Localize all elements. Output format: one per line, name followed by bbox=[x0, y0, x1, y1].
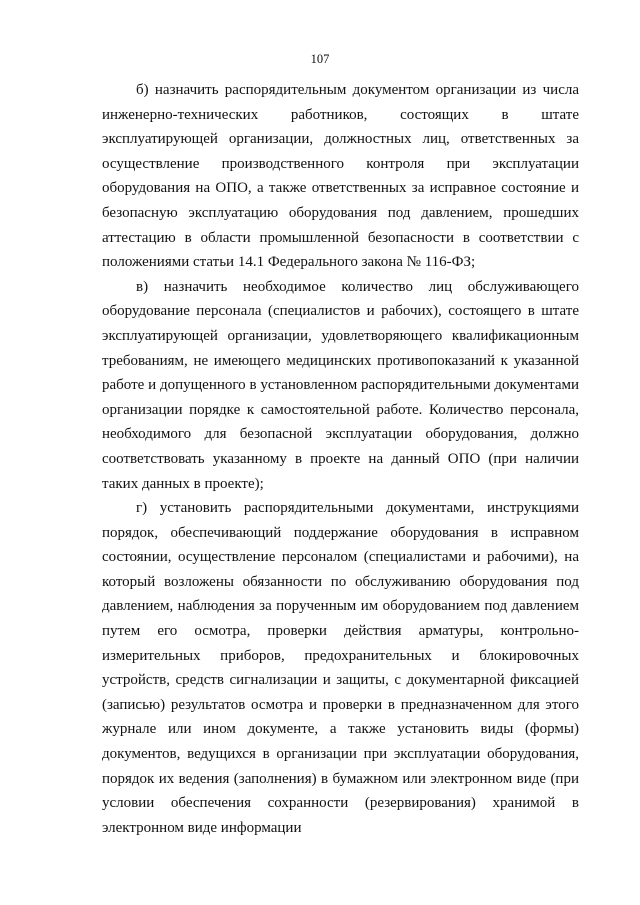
paragraph-g: г) установить распорядительными документами, инструкциями порядок, обеспечивающий поддержание оборудования в исправном состоянии, осуществление персоналом (специалистами и рабочими), на который возложены обязанности по обслуживанию оборудования под давлением, наблюдения за порученным им оборудованием под давлением путем его осмотра, проверки действия арматуры, контрольно-измерительных приборов, предохранительных и блокировочных устройств, средств сигнализации и защиты, с документарной фиксацией (записью) результатов осмотра и проверки в предназначенном для этого журнале или ином документе, а также установить виды (формы) документов, ведущихся в организации при эксплуатации оборудования, порядок их ведения (заполнения) в бумажном или электронном виде (при условии обеспечения сохранности (резервирования) хранимой в электронном виде информации bbox=[102, 500, 579, 836]
paragraph-v: в) назначить необходимое количество лиц обслуживающего оборудование персонала (специалистов и рабочих), состоящего в штате эксплуатирующей организации, удовлетворяющего квалификационным требованиям, не имеющего медицинских противопоказаний к указанной работе и допущенного в установленном распорядительными документами организации порядке к самостоятельной работе. Количество персонала, необходимого для безопасной эксплуатации оборудования, должно соответствовать указанному в проекте на данный ОПО (при наличии таких данных в проекте); bbox=[102, 278, 579, 492]
paragraph-b: б) назначить распорядительным документом организации из числа инженерно-технических работников, состоящих в штате эксплуатирующей организации, должностных лиц, ответственных за осуществление производственного контроля при эксплуатации оборудования на ОПО, а также ответственных за исправное состояние и безопасную эксплуатацию оборудования под давлением, прошедших аттестацию в области промышленной безопасности в соответствии с положениями статьи 14.1 Федерального закона № 116-ФЗ; bbox=[102, 82, 579, 271]
document-body bbox=[102, 78, 579, 840]
page-number: 107 bbox=[310, 52, 330, 66]
